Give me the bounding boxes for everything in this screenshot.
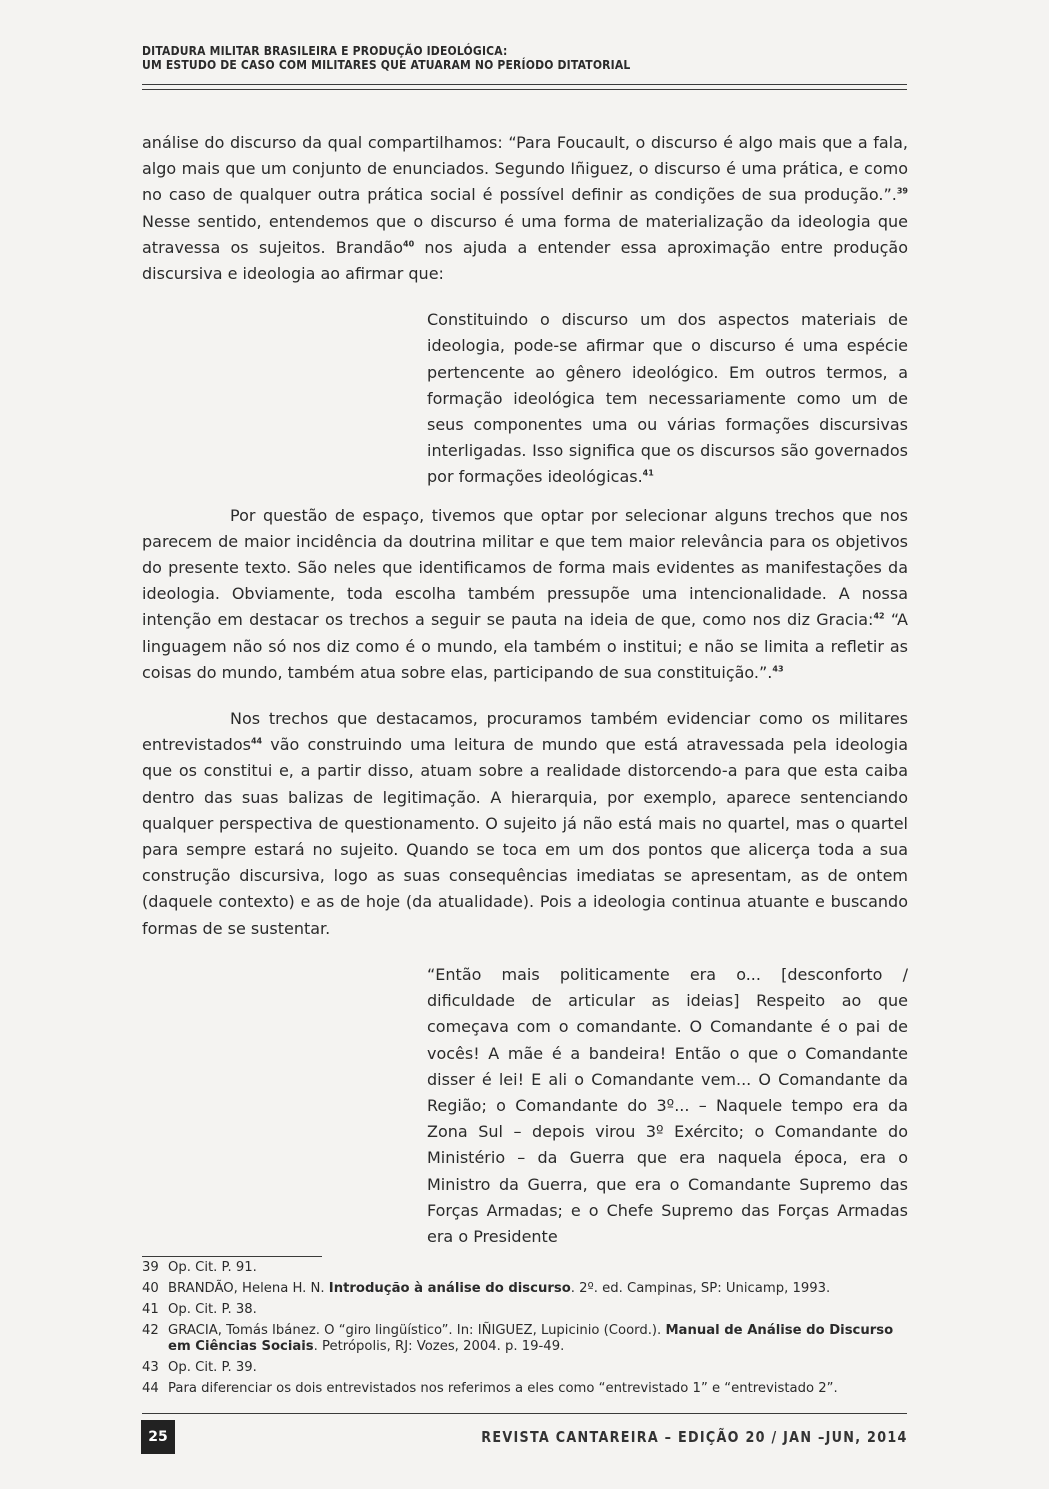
footnote-41 <box>142 1302 908 1318</box>
page-number: 25 <box>141 1420 175 1454</box>
footnote-divider <box>142 1256 322 1257</box>
footnote-42 <box>142 1323 908 1355</box>
footnote-citation-author: GRACIA, Tomás Ibánez. O “giro lingüístico”. In: IÑIGUEZ, Lupicinio (Coord.). <box>168 1323 666 1338</box>
footnote-number: 43 <box>142 1360 159 1375</box>
footnote-44 <box>142 1381 908 1397</box>
footnote-ref-44[interactable]: 44 <box>250 736 263 746</box>
journal-footer: REVISTA CANTAREIRA – EDIÇÃO 20 / JAN –JUN, 2014 <box>481 1428 908 1446</box>
footnote-text: Op. Cit. P. 38. <box>168 1302 257 1317</box>
paragraph-3-text-b: vão construindo uma leitura de mundo que está atravessada pela ideologia que os constitui e, a partir disso, atuam sobre a realidade distorcendo-a para que esta caiba dentro das suas balizas de legitimação. A hierarquia, por exemplo, aparece sentenciando qualquer perspectiva de questionamento. O sujeito já não está mais no quartel, mas o quartel para sempre estará no sujeito. Quando se toca em um dos pontos que alicerça toda a sua construção discursiva, logo as suas consequências imediatas se apresentam, as de ontem (daquele contexto) e as de hoje (da atualidade). Pois a ideologia continua atuante e buscando formas de se sustentar. <box>142 735 908 938</box>
paragraph-2-text-b: “A linguagem não só nos diz como é o mundo, ela também o institui; e não se limita a refletir as coisas do mundo, também atua sobre elas, participando de sua constituição.”. <box>142 610 908 682</box>
footnote-number: 41 <box>142 1302 159 1317</box>
article-body <box>142 130 908 1250</box>
footnote-citation-details: . Petrópolis, RJ: Vozes, 2004. p. 19-49. <box>313 1339 565 1354</box>
footnote-text: Op. Cit. P. 39. <box>168 1360 257 1375</box>
header-divider <box>142 84 907 90</box>
footnote-number: 40 <box>142 1281 159 1296</box>
block-quote-1-text: Constituindo o discurso um dos aspectos materiais de ideologia, pode-se afirmar que o discurso é uma espécie pertencente ao gênero ideológico. Em outros termos, a formação ideológica tem necessariamente como um de seus componentes uma ou várias formações discursivas interligadas. Isso significa que os discursos são governados por formações ideológicas. <box>427 310 908 487</box>
block-quote-2: “Então mais politicamente era o... [desconforto / dificuldade de articular as ideias] Respeito ao que começava com o comandante. O Comandante é o pai de vocês! A mãe é a bandeira! Então o que o Comandante disser é lei! E ali o Comandante vem... O Comandante da Região; o Comandante do 3º... – Naquele tempo era da Zona Sul – depois virou 3º Exército; o Comandante do Ministério – da Guerra que era naquela época, era o Ministro da Guerra, que era o Comandante Supremo das Forças Armadas; e o Chefe Supremo das Forças Armadas era o Presidente <box>427 964 908 1246</box>
running-header <box>142 44 907 72</box>
footnote-number: 39 <box>142 1260 159 1275</box>
block-quote-1 <box>427 307 908 490</box>
footnote-number: 44 <box>142 1381 159 1396</box>
paragraph-1-text-b: Nesse sentido, entendemos que o discurso é uma forma de materialização da ideologia que atravessa os sujeitos. Brandão <box>142 211 908 257</box>
footnote-citation-title: Manual de Análise do Discurso em Ciências Sociais <box>168 1323 894 1354</box>
footnotes <box>142 1260 908 1402</box>
footnote-text <box>168 1323 908 1355</box>
footnote-ref-42[interactable]: 42 <box>873 612 885 622</box>
footnote-ref-43[interactable]: 43 <box>772 664 784 674</box>
footnote-text <box>168 1281 908 1297</box>
footnote-text: Para diferenciar os dois entrevistados nos referimos a eles como “entrevistado 1” e “entrevistado 2”. <box>168 1381 838 1396</box>
paragraph-1 <box>142 130 908 287</box>
footnote-citation-author: BRANDÃO, Helena H. N. <box>168 1281 329 1296</box>
paragraph-2 <box>142 503 908 686</box>
paragraph-3-text-a: Nos trechos que destacamos, procuramos também evidenciar como os militares entrevistados <box>142 709 908 755</box>
footnote-number: 42 <box>142 1323 159 1338</box>
footnote-39 <box>142 1260 908 1276</box>
paragraph-3 <box>142 706 908 942</box>
paragraph-1-text-a: análise do discurso da qual compartilhamos: “Para Foucault, o discurso é algo mais que a fala, algo mais que um conjunto de enunciados. Segundo Iñiguez, o discurso é uma prática, e como no caso de qualquer outra prática social é possível definir as condições de sua produção.”. <box>142 133 908 205</box>
paragraph-2-text-a: Por questão de espaço, tivemos que optar por selecionar alguns trechos que nos parecem de maior incidência da doutrina militar e que tem maior relevância para os objetivos do presente texto. São neles que identificamos de forma mais evidentes as manifestações da ideologia. Obviamente, toda escolha também pressupõe uma intencionalidade. A nossa intenção em destacar os trechos a seguir se pauta na ideia de que, como nos diz Gracia: <box>142 505 908 630</box>
footer-divider <box>142 1413 907 1414</box>
header-title-line-2: UM ESTUDO DE CASO COM MILITARES QUE ATUARAM NO PERÍODO DITATORIAL <box>142 58 631 72</box>
footnote-43 <box>142 1360 908 1376</box>
footnote-citation-title: Introdução à análise do discurso <box>328 1281 571 1296</box>
footnote-citation-details: . 2º. ed. Campinas, SP: Unicamp, 1993. <box>570 1281 831 1296</box>
paragraph-1-text-c: nos ajuda a entender essa aproximação entre produção discursiva e ideologia ao afirmar que: <box>142 237 908 284</box>
footnote-ref-39[interactable]: 39 <box>896 187 908 197</box>
footnote-text: Op. Cit. P. 91. <box>168 1260 257 1275</box>
footnote-40 <box>142 1281 908 1297</box>
footnote-ref-40[interactable]: 40 <box>403 239 415 249</box>
header-title-line-1: DITADURA MILITAR BRASILEIRA E PRODUÇÃO IDEOLÓGICA: <box>142 44 508 58</box>
footnote-ref-41[interactable]: 41 <box>642 469 654 479</box>
